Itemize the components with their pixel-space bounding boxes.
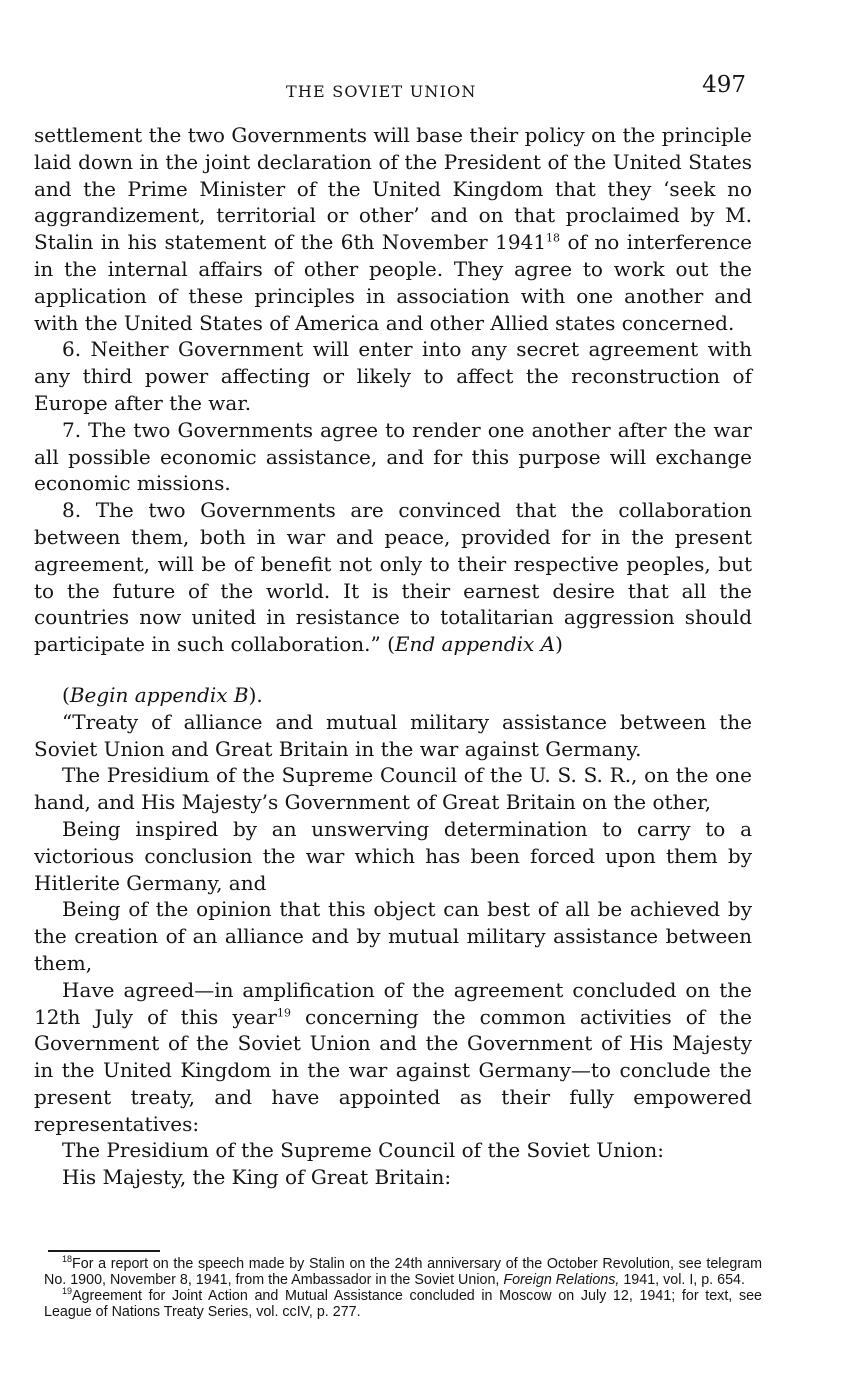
paragraph-being-of-opinion: Being of the opinion that this object can best of all be achieved by the creation of an alliance and by mutual military assistance between them, [34,897,752,975]
footnotes [44,1254,762,1321]
paragraph-article-8: 8. The two Governments are convinced that the collaboration between them, both in war and peace, provided for in the present agreement, will be of benefit not only to their respective peoples, but to the future of the world. It is their earnest desire that all the countries now united in resistance to totalitarian aggression should participate in such collaboration.” (End appendix A) [34,498,752,657]
paragraph-article-7: 7. The two Governments agree to render one another after the war all possible economic assistance, and for this purpose will exchange economic missions. [34,417,752,496]
footnote-19: $^{19}$Agreement for Joint Action and Mutual Assistance concluded in Moscow on July 12, 1941; for text, see League of Nations Treaty Series, vol. ccIV, p. 277. [44,1286,762,1320]
end-appendix-a-note: End appendix A [394,632,556,657]
body-text [34,122,752,1191]
footnote-divider [48,1250,160,1252]
running-header [34,72,752,106]
paragraph-representative-soviet: The Presidium of the Supreme Council of the Soviet Union: [62,1138,665,1163]
paragraph-article-6: 6. Neither Government will enter into any secret agreement with any third power affecting or likely to affect the reconstruction of Europe after the war. [34,337,752,415]
running-title: THE SOVIET UNION [286,82,477,101]
paragraph-representative-britain: His Majesty, the King of Great Britain: [62,1165,452,1190]
paragraph-treaty-title: “Treaty of alliance and mutual military assistance between the Soviet Union and Great Britain in the war against Germany. [34,709,752,761]
footnote-ref-18: 18 [546,231,561,245]
paragraph-being-inspired: Being inspired by an unswerving determination to carry to a victorious conclusion the war which has been forced upon them by Hitlerite Germany, and [34,816,752,895]
footnote-ref-19: 19 [276,1005,291,1019]
paragraph-settlement: settlement the two Governments will base their policy on the principle laid down in the joint declaration of the President of the United States and the Prime Minister of the United Kingdom that they ‘seek no aggrandizement, territorial or other’ and on that proclaimed by M. Stalin in his statement of the 6th November 1941$^{18}$ of no interference in the internal affairs of other people. They agree to work out the application of these principles in association with one another and with the United States of America and other Allied states concerned. [34,123,752,335]
paragraph-have-agreed: Have agreed—in amplification of the agreement concluded on the 12th July of this year$^{19}$ concerning the common activities of the Government of the Soviet Union and the Government of His Majesty in the United Kingdom in the war against Germany—to conclude the present treaty, and have appointed as their fully empowered representatives: [34,977,752,1136]
footnote-18: $^{18}$For a report on the speech made by Stalin on the 24th anniversary of the October Revolution, see telegram No. 1900, November 8, 1941, from the Ambassador in the Soviet Union, Foreign Relations, 1941, vol. I, p. 654. [44,1254,762,1288]
paragraph-presidium: The Presidium of the Supreme Council of the U. S. S. R., on the one hand, and His Majesty’s Government of Great Britain on the other, [34,763,752,815]
page-number: 497 [702,72,746,98]
begin-appendix-b-note: (Begin appendix B). [62,682,263,707]
document-page [34,0,762,1380]
